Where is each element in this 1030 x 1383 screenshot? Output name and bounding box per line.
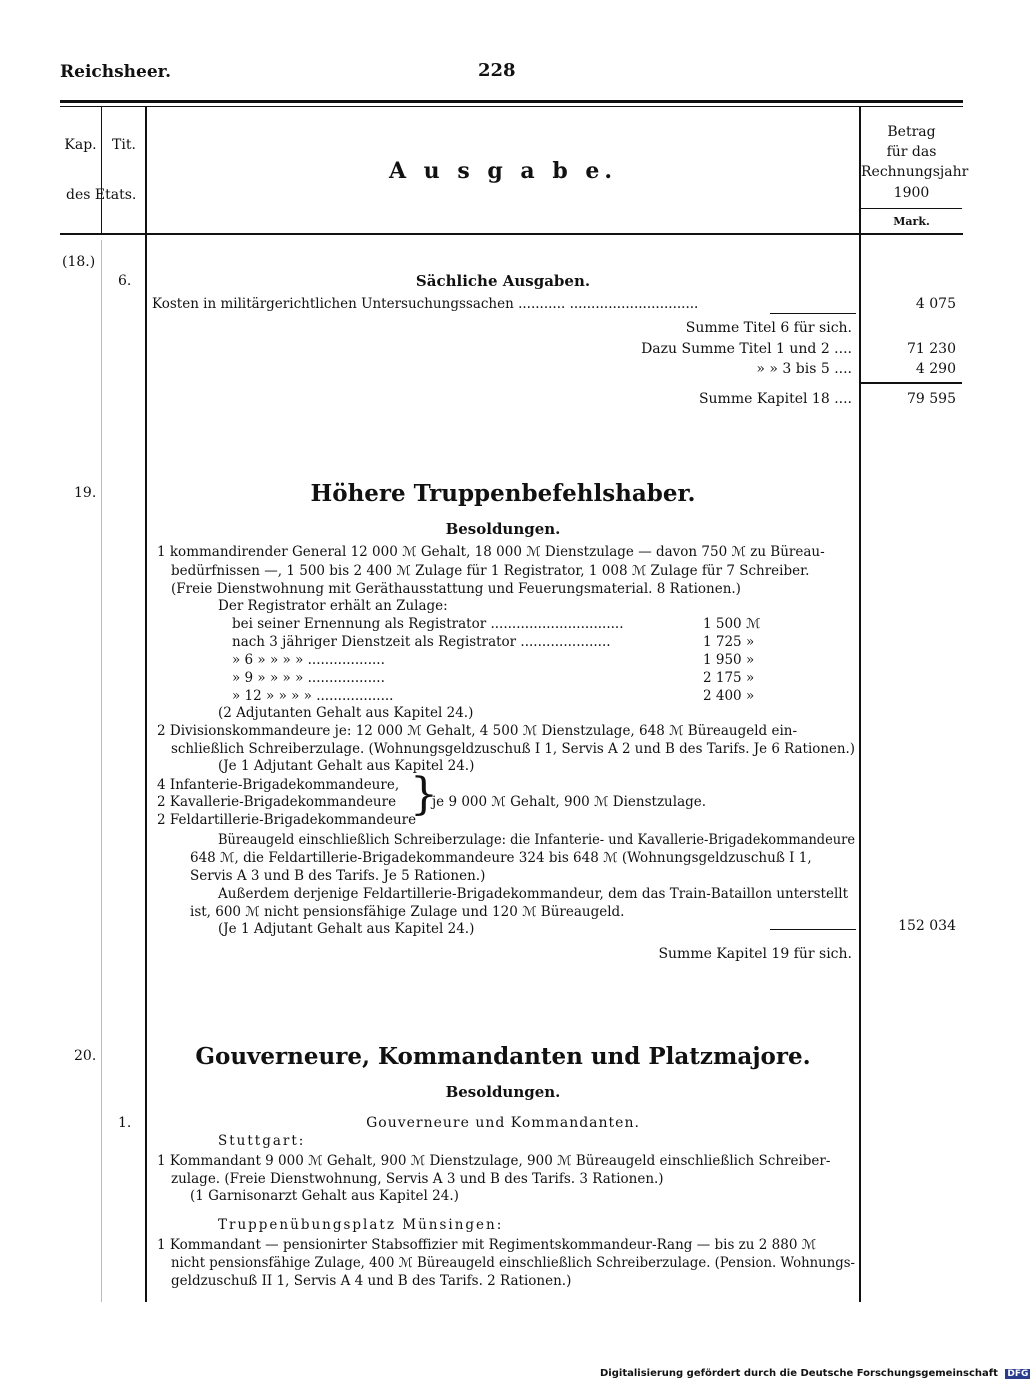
kapitel-20-number: 20. bbox=[74, 1048, 97, 1064]
kap-header: Kap. bbox=[64, 137, 97, 153]
page-number: 228 bbox=[478, 60, 516, 81]
registrator-row-label: bei seiner Ernennung als Registrator ............................... bbox=[232, 616, 624, 632]
column-divider-kap-tit bbox=[101, 107, 102, 233]
sum-rule-18b bbox=[861, 382, 962, 384]
bureaugeld-line-3: Servis A 3 und B des Tarifs. Je 5 Rationen.) bbox=[190, 868, 486, 884]
place-stuttgart: Stuttgart: bbox=[218, 1133, 306, 1149]
gouverneure-title: Gouverneure, Kommandanten und Platzmajore. bbox=[195, 1043, 811, 1070]
brigade-feldartillerie: 2 Feldartillerie-Brigadekommandeure bbox=[157, 812, 417, 828]
general-line-3: (Freie Dienstwohnung mit Geräthausstattung und Feuerungsmaterial. 8 Rationen.) bbox=[171, 581, 741, 597]
registrator-intro: Der Registrator erhält an Zulage: bbox=[218, 598, 448, 614]
registrator-row-value: 1 725 » bbox=[703, 634, 755, 650]
summe-3-bis-5-amount: 4 290 bbox=[915, 361, 956, 377]
hoehere-truppenbefehlshaber-title: Höhere Truppenbefehlshaber. bbox=[310, 480, 696, 507]
digitization-footer bbox=[600, 1368, 1030, 1379]
ausserdem-line-1: Außerdem derjenige Feldartillerie-Brigadekommandeur, dem das Train-Bataillon unterstellt bbox=[218, 886, 849, 902]
brigade-infanterie: 4 Infanterie-Brigadekommandeure, bbox=[157, 777, 400, 793]
sum-rule-19 bbox=[770, 929, 856, 930]
titel-6-number: 6. bbox=[118, 273, 132, 289]
brigade-pay: je 9 000 ℳ Gehalt, 900 ℳ Dienstzulage. bbox=[432, 794, 707, 810]
muensingen-line-1: 1 Kommandant — pensionirter Stabsoffizier mit Regimentskommandeur-Rang — bis zu 2 880 ℳ bbox=[157, 1237, 817, 1253]
general-line-1: 1 kommandirender General 12 000 ℳ Gehalt, 18 000 ℳ Dienstzulage — davon 750 ℳ zu Büreau- bbox=[157, 544, 825, 560]
kapitel-19-amount: 152 034 bbox=[898, 918, 956, 934]
registrator-row-value: 1 950 » bbox=[703, 652, 755, 668]
running-header-left: Reichsheer. bbox=[60, 62, 171, 82]
kosten-line: Kosten in militärgerichtlichen Untersuchungssachen ........... .............................. bbox=[152, 296, 699, 312]
ausserdem-line-2: ist, 600 ℳ nicht pensionsfähige Zulage und 120 ℳ Büreaugeld. bbox=[190, 904, 625, 920]
top-rule-thick bbox=[60, 100, 963, 103]
adjutanten-note: (2 Adjutanten Gehalt aus Kapitel 24.) bbox=[218, 705, 474, 721]
registrator-row-label: nach 3 jähriger Dienstzeit als Registrator ..................... bbox=[232, 634, 611, 650]
tit-header: Tit. bbox=[112, 137, 136, 153]
dfg-logo: DFG bbox=[1007, 1369, 1029, 1379]
registrator-row-label: » 12 » » » » .................. bbox=[232, 688, 394, 704]
gouverneure-subheading: Gouverneure und Kommandanten. bbox=[366, 1115, 640, 1131]
registrator-row-value: 2 400 » bbox=[703, 688, 755, 704]
division-line-3: (Je 1 Adjutant Gehalt aus Kapitel 24.) bbox=[218, 758, 475, 774]
header-bottom-rule bbox=[60, 233, 963, 235]
column-divider-text-amount bbox=[859, 107, 861, 1302]
titel-1-number: 1. bbox=[118, 1115, 132, 1131]
column-divider-kap-tit-body bbox=[101, 240, 102, 1302]
stuttgart-line-1: 1 Kommandant 9 000 ℳ Gehalt, 900 ℳ Dienstzulage, 900 ℳ Büreaugeld einschließlich Schreiber- bbox=[157, 1153, 831, 1169]
betrag-header-3: Rechnungsjahr bbox=[861, 164, 969, 180]
ausserdem-line-3: (Je 1 Adjutant Gehalt aus Kapitel 24.) bbox=[218, 921, 475, 937]
saechliche-ausgaben-heading: Sächliche Ausgaben. bbox=[415, 272, 591, 290]
bureaugeld-line-2: 648 ℳ, die Feldartillerie-Brigadekommandeure 324 bis 648 ℳ (Wohnungsgeldzuschuß I 1, bbox=[190, 850, 812, 866]
registrator-row-value: 1 500 ℳ bbox=[703, 616, 761, 632]
footer-text: Digitalisierung gefördert durch die Deutsche Forschungsgemeinschaft bbox=[600, 1368, 998, 1379]
summe-titel-6: Summe Titel 6 für sich. bbox=[685, 320, 852, 336]
registrator-row-label: » 6 » » » » .................. bbox=[232, 652, 385, 668]
registrator-row-label: » 9 » » » » .................. bbox=[232, 670, 385, 686]
dazu-summe-1-2-amount: 71 230 bbox=[907, 341, 956, 357]
betrag-header-year: 1900 bbox=[893, 185, 930, 201]
des-etats-header: des Etats. bbox=[66, 187, 137, 203]
muensingen-line-2: nicht pensionsfähige Zulage, 400 ℳ Büreaugeld einschließlich Schreiberzulage. (Pension. Wohnungs- bbox=[171, 1255, 855, 1271]
summe-kapitel-19: Summe Kapitel 19 für sich. bbox=[658, 946, 852, 962]
bureaugeld-line-1: Büreaugeld einschließlich Schreiberzulage: die Infanterie- und Kavallerie-Brigadekommandeure bbox=[218, 832, 856, 848]
summe-3-bis-5: » » 3 bis 5 .... bbox=[756, 361, 852, 377]
ausgabe-title: A u s g a b e. bbox=[388, 158, 618, 184]
betrag-header-2: für das bbox=[886, 144, 937, 160]
kapitel-19-number: 19. bbox=[74, 485, 97, 501]
division-line-2: schließlich Schreiberzulage. (Wohnungsgeldzuschuß I 1, Servis A 2 und B des Tarifs. Je 6 Rationen.) bbox=[171, 741, 856, 757]
top-rule-thin bbox=[60, 106, 963, 107]
betrag-header-1: Betrag bbox=[887, 124, 936, 140]
betrag-header-rule bbox=[861, 208, 962, 209]
place-muensingen: Truppenübungsplatz Münsingen: bbox=[218, 1217, 504, 1233]
kosten-amount: 4 075 bbox=[915, 296, 956, 312]
mark-header: Mark. bbox=[893, 215, 930, 228]
summe-kapitel-18: Summe Kapitel 18 .... bbox=[698, 391, 852, 407]
sum-rule-18a bbox=[770, 313, 856, 314]
division-line-1: 2 Divisionskommandeure je: 12 000 ℳ Gehalt, 4 500 ℳ Dienstzulage, 648 ℳ Büreaugeld ein- bbox=[157, 723, 798, 739]
kapitel-18-number: (18.) bbox=[62, 254, 96, 270]
dazu-summe-1-2: Dazu Summe Titel 1 und 2 .... bbox=[641, 341, 852, 357]
summe-kapitel-18-amount: 79 595 bbox=[907, 391, 956, 407]
besoldungen-19-heading: Besoldungen. bbox=[445, 520, 561, 538]
stuttgart-line-2: zulage. (Freie Dienstwohnung, Servis A 3 und B des Tarifs. 3 Rationen.) bbox=[171, 1171, 664, 1187]
registrator-row-value: 2 175 » bbox=[703, 670, 755, 686]
muensingen-line-3: geldzuschuß II 1, Servis A 4 und B des Tarifs. 2 Rationen.) bbox=[171, 1273, 572, 1289]
general-line-2: bedürfnissen —, 1 500 bis 2 400 ℳ Zulage für 1 Registrator, 1 008 ℳ Zulage für 7 Schreiber. bbox=[171, 563, 810, 579]
stuttgart-line-3: (1 Garnisonarzt Gehalt aus Kapitel 24.) bbox=[190, 1188, 459, 1204]
brace-symbol: } bbox=[410, 769, 438, 820]
besoldungen-20-heading: Besoldungen. bbox=[445, 1083, 561, 1101]
brigade-kavallerie: 2 Kavallerie-Brigadekommandeure bbox=[157, 794, 397, 810]
